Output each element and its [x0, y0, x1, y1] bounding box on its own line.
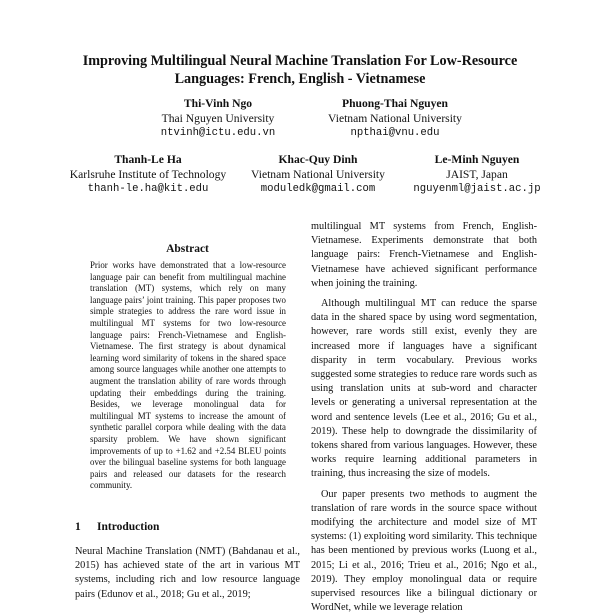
author-email: nguyenml@jaist.ac.jp [413, 183, 541, 195]
author-affiliation: Vietnam National University [328, 111, 462, 125]
section-number: 1 [75, 521, 81, 533]
author-email: moduledk@gmail.com [260, 183, 376, 195]
intro-left-column [75, 545, 300, 602]
author-name: Thanh-Le Ha [114, 153, 182, 166]
right-paragraph-2: Although multilingual MT can reduce the sparse data in the shared space by using word segmentation, however, rare words still exist, evenly they are increased more if languages have a significant disparity in term vocabulary. Previous works suggested some strategies to reduce rare words such as using translation units at sub-word and character levels or generating a universal representation at the word and sentence levels (Lee et al., 2016; Gu et al., 2019). These help to downgrade the dissimilarity of tokens shared from various languages. However, these works require learning additional parameters in training, thus increasing the size of models. [311, 298, 537, 480]
author-name: Thi-Vinh Ngo [183, 97, 253, 110]
title-line-2: Languages: French, English - Vietnamese [174, 71, 426, 87]
right-paragraph-3: Our paper presents two methods to augment the translation of rare words in the source space without modifying the architecture and model size of MT systems: (1) exploiting word similarity. This technique has been mentioned by previous works (Luong et al., 2015; Li et al., 2016; Trieu et al., 2016; Ngo et al., 2019). They employ monolingual data or require supervised resources like a bilingual dictionary or WordNet, while we leverage relation [311, 488, 537, 614]
author-3 [58, 153, 238, 197]
author-email: npthai@vnu.edu [350, 127, 440, 139]
section-title: Introduction [97, 521, 160, 533]
abstract-heading: Abstract [166, 243, 209, 255]
section-heading [75, 521, 159, 533]
author-email: ntvinh@ictu.edu.vn [160, 127, 276, 139]
author-email: thanh-le.ha@kit.edu [87, 183, 209, 195]
author-name: Le-Minh Nguyen [434, 153, 520, 166]
right-column [311, 220, 537, 615]
author-2 [295, 97, 495, 141]
author-4 [228, 153, 408, 197]
author-name: Khac-Quy Dinh [278, 153, 358, 166]
author-affiliation: JAIST, Japan [446, 167, 508, 181]
right-paragraph-1: multilingual MT systems from French, English-Vietnamese. Experiments demonstrate that both language pairs: French-Vietnamese and English-Vietnamese have achieved significant performance when joining the training. [311, 221, 537, 289]
intro-paragraph: Neural Machine Translation (NMT) (Bahdanau et al., 2015) has achieved state of the art in various MT systems, including rich and low resource language pairs (Edunov et al., 2018; Gu et al., 2019; [75, 546, 300, 600]
author-affiliation: Thai Nguyen University [161, 111, 275, 125]
author-name: Phuong-Thai Nguyen [342, 97, 448, 110]
author-affiliation: Vietnam National University [251, 167, 385, 181]
abstract-text: Prior works have demonstrated that a low-resource language pair can benefit from multilingual machine translation (MT) systems, which rely on many language pairs’ joint training. This paper proposes two simple strategies to address the rare word issue in multilingual MT systems for two low-resource language pairs: French-Vietnamese and English-Vietnamese. The first strategy is about dynamical learning word similarity of tokens in the shared space among source languages while another one attempts to augment the translation ability of rare words through updating their embeddings during the training. Besides, we leverage monolingual data for multilingual MT systems to increase the amount of synthetic parallel corpora while dealing with the data sparsity problem. We have shown significant improvements of up to +1.62 and +2.54 BLEU points over the bilingual baseline systems for both language pairs and released our datasets for the research community. [90, 260, 286, 491]
paper-title [40, 52, 560, 88]
title-line-1: Improving Multilingual Neural Machine Translation For Low-Resource [82, 53, 518, 69]
author-affiliation: Karlsruhe Institute of Technology [69, 167, 227, 181]
author-5 [402, 153, 552, 197]
author-1 [118, 97, 318, 141]
